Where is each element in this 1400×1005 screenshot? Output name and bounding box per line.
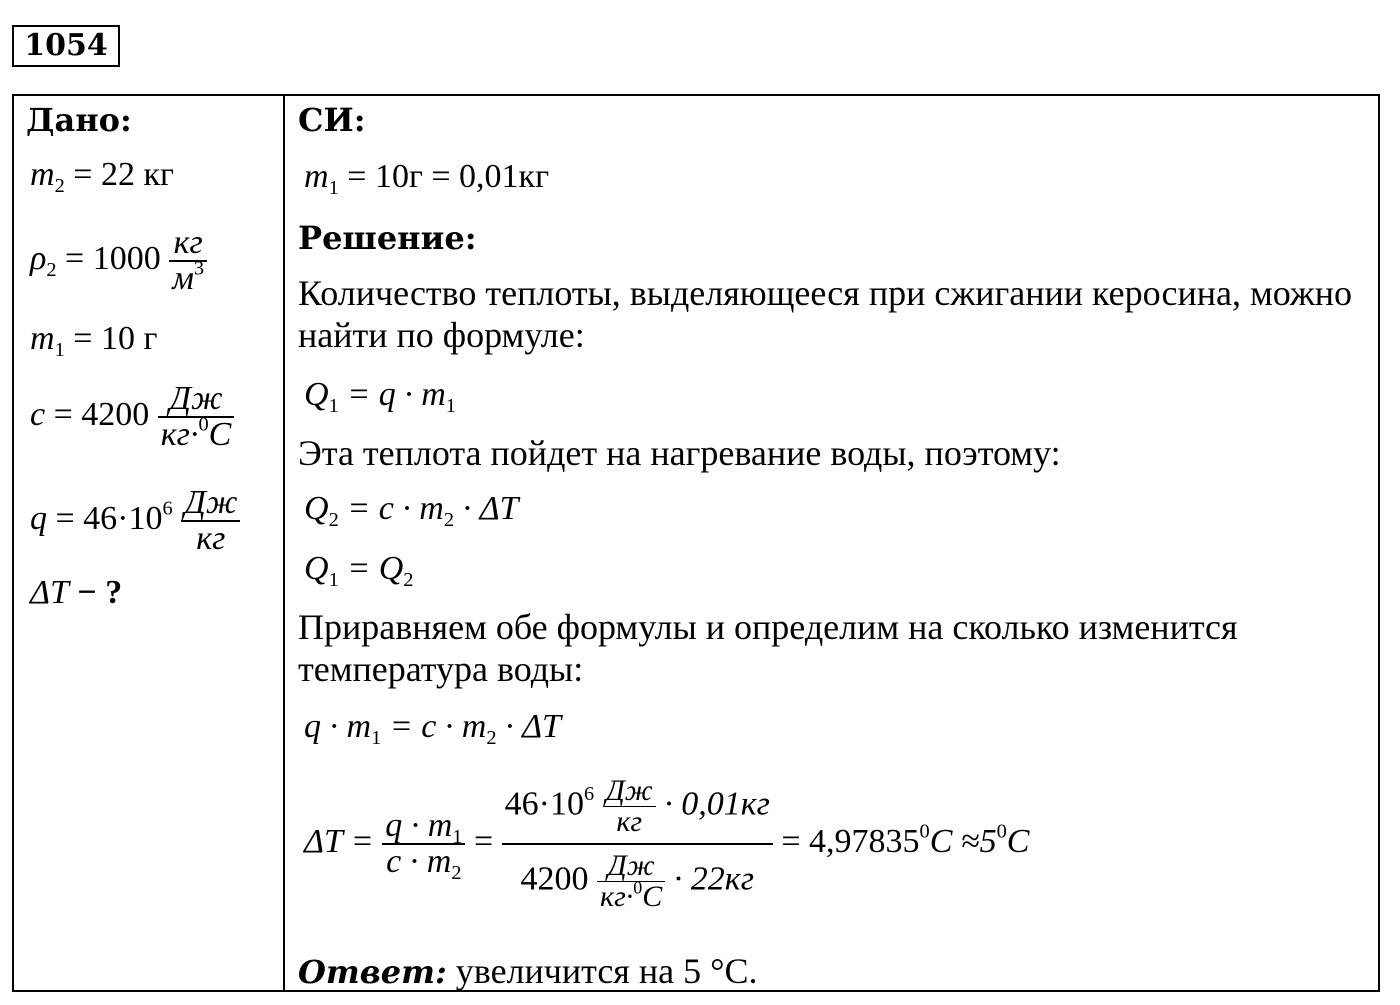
fraction-unit: $\frac{Дж}{кг\cdot^0C}$ xyxy=(597,851,665,912)
given-c: c = 4200 $\frac{Дж}{кг\cdot^0C}$ xyxy=(30,382,234,452)
solution-text-2: Эта теплота пойдет на нагревание воды, поэтому: xyxy=(298,433,1061,473)
given-m1: $m_1 = 10$ г xyxy=(30,320,158,362)
find-delta-t: ΔT − ? xyxy=(30,574,123,611)
solution-header: Решение: xyxy=(298,219,477,257)
equation-balance: $Q_1 = Q_2$ xyxy=(304,550,414,592)
answer-label: Ответ: xyxy=(298,953,447,991)
equation-equate: $q \cdot m_1 = c \cdot m_2 \cdot \Delta T$ xyxy=(304,708,561,750)
problem-number: 1054 xyxy=(12,25,120,67)
equation-q2: $Q_2 = c \cdot m_2 \cdot \Delta T$ xyxy=(304,490,519,532)
equation-result: ΔT = $\frac{q \cdot m_1}{c \cdot m_2}$ = $46\cdot 10^6$ $\frac{Дж}{кг}$ · 0,01кг 4200 $\frac{Дж}{кг\cdot^0C}$ · 22кг = $4,97835^0C \approx 5^0C$ xyxy=(304,774,1030,913)
fraction-formula: $\frac{q \cdot m_1}{c \cdot m_2}$ xyxy=(382,809,465,879)
answer-text: увеличится на 5 °С. xyxy=(446,951,758,991)
equation-q1: $Q_1 = q \cdot m_1$ xyxy=(304,376,456,418)
fraction-unit: $\frac{Дж}{кг}$ xyxy=(603,776,656,837)
si-conversion: $m_1 = 10г = 0,01кг$ xyxy=(304,158,550,200)
column-divider xyxy=(283,94,285,992)
given-header: Дано: xyxy=(26,101,132,139)
solution-text-1: Количество теплоты, выделяющееся при сжигании керосина, можно найти по формуле: xyxy=(298,273,1352,355)
solution-text-3: Приравняем обе формулы и определим на сколько изменится температура воды: xyxy=(298,607,1238,689)
fraction-numeric: $46\cdot 10^6$ $\frac{Дж}{кг}$ · 0,01кг 4200 $\frac{Дж}{кг\cdot^0C}$ · 22кг xyxy=(502,776,773,912)
answer-line xyxy=(298,950,758,993)
given-q: $q = 46\cdot 10^6$ $\frac{Дж}{кг}$ xyxy=(30,486,240,556)
fraction: $\frac{Дж}{кг\cdot^0C}$ xyxy=(158,382,235,452)
fraction: $\frac{кг}{м^3}$ xyxy=(169,226,207,296)
si-header: СИ: xyxy=(298,101,366,139)
given-m2: $m_2 = 22$ кг xyxy=(30,156,174,198)
fraction: $\frac{Дж}{кг}$ xyxy=(181,486,240,556)
given-rho2: $\rho_2 = 1000$ $\frac{кг}{м^3}$ xyxy=(30,226,207,296)
